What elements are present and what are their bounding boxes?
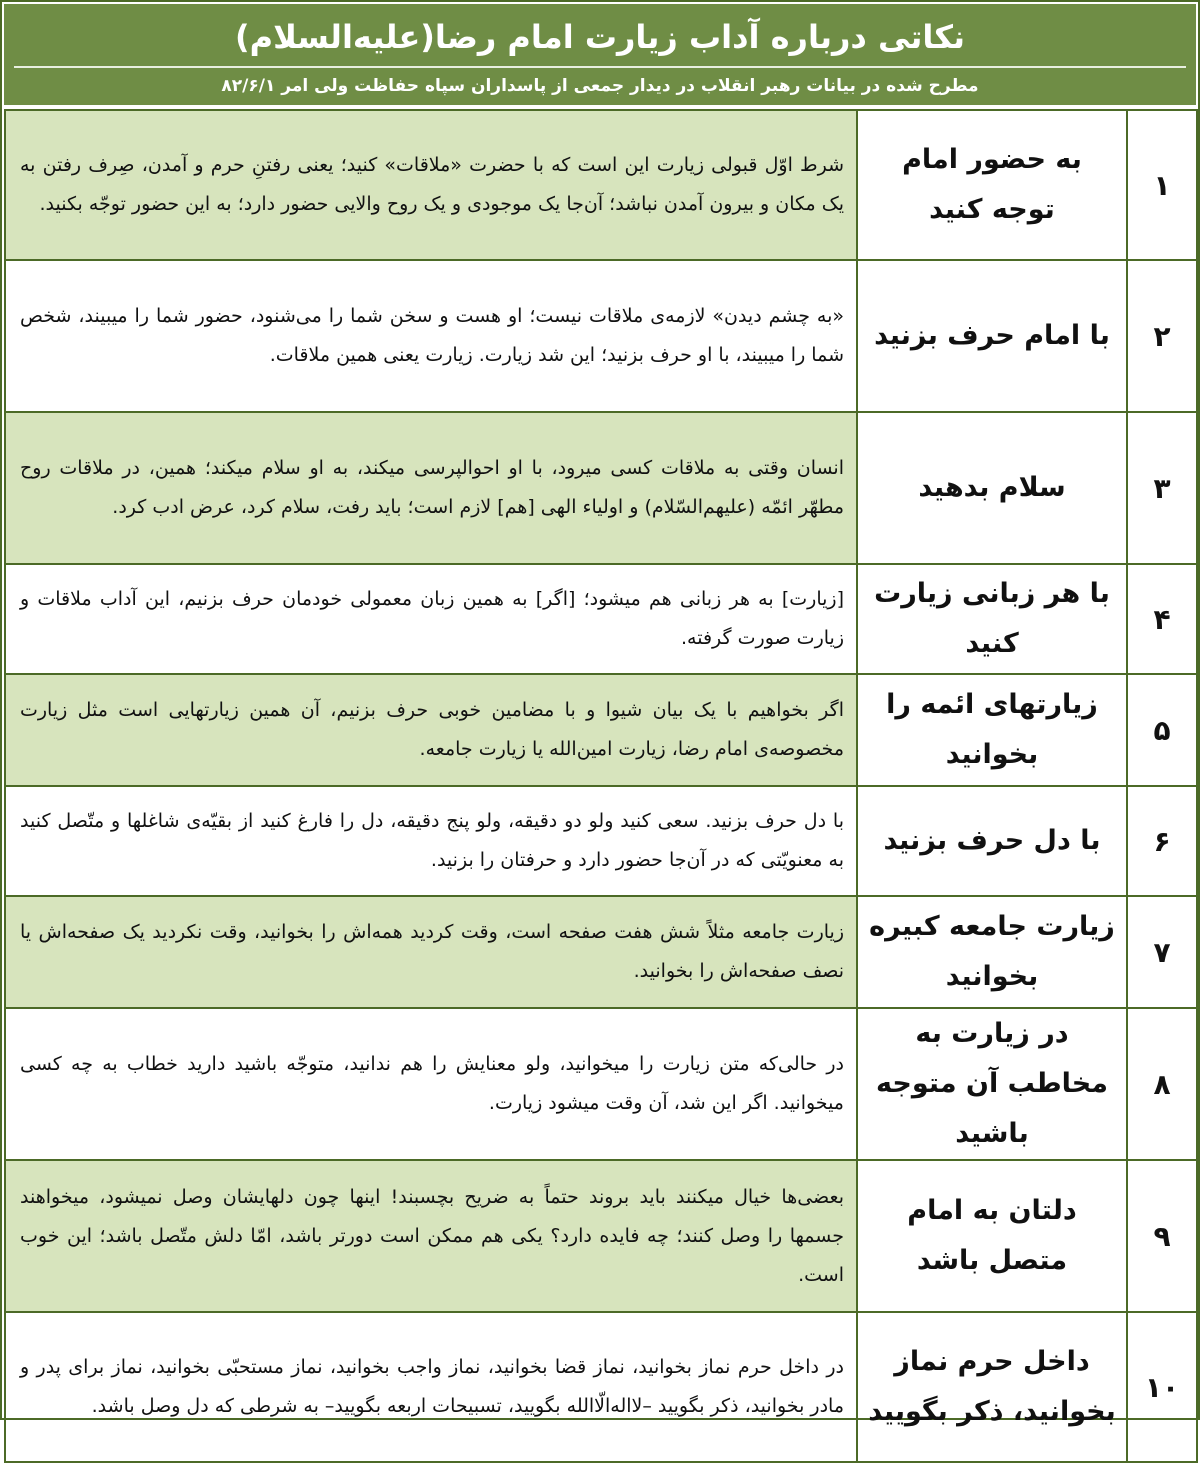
row-number: ۱: [1127, 110, 1197, 260]
header-banner: [4, 4, 1196, 105]
table-row: [5, 1008, 1197, 1160]
row-title: زیارتهای ائمه را بخوانید: [857, 674, 1127, 786]
row-text: [زیارت] به هر زبانی هم میشود؛ [اگر] به همین زبان معمولی خودمان حرف بزنیم، این آداب ملاقات و زیارت صورت گرفته.: [5, 564, 857, 674]
row-title: داخل حرم نماز بخوانید، ذکر بگویید: [857, 1312, 1127, 1462]
row-number: ۶: [1127, 786, 1197, 896]
row-text: زیارت جامعه مثلاً شش هفت صفحه است، وقت کردید همه‌اش را بخوانید، وقت نکردید یک صفحه‌اش یا نصف صفحه‌اش را بخوانید.: [5, 896, 857, 1008]
row-title: در زیارت به مخاطب آن متوجه باشید: [857, 1008, 1127, 1160]
row-title: سلام بدهید: [857, 412, 1127, 564]
row-number: ۱۰: [1127, 1312, 1197, 1462]
row-number: ۳: [1127, 412, 1197, 564]
row-text: شرط اوّل قبولی زیارت این است که با حضرت «ملاقات» کنید؛ یعنی رفتنِ حرم و آمدن، صِرف رفتن به یک مکان و بیرون آمدن نباشد؛ آن‌جا یک موجودی و یک روح والایی حضور دارد؛ به این حضور توجّه بکنید.: [5, 110, 857, 260]
page-subtitle: مطرح شده در بیانات رهبر انقلاب در دیدار جمعی از پاسداران سپاه حفاظت ولی امر ۸۲/۶/۱: [221, 76, 979, 96]
table-row: [5, 1160, 1197, 1312]
table-row: [5, 786, 1197, 896]
row-number: ۴: [1127, 564, 1197, 674]
row-text: در حالی‌که متن زیارت را میخوانید، ولو معنایش را هم ندانید، متوجّه باشید دارید خطاب به چه کسی میخوانید. اگر این شد، آن وقت میشود زیارت.: [5, 1008, 857, 1160]
row-text: اگر بخواهیم با یک بیان شیوا و با مضامین خوبی حرف بزنیم، آن همین زیارتهایی است مثل زیارت مخصوصه‌ی امام رضا، زیارت امین‌الله یا زیارت جامعه.: [5, 674, 857, 786]
row-number: ۲: [1127, 260, 1197, 412]
row-text: بعضی‌ها خیال میکنند باید بروند حتماً به ضریح بچسبند! اینها چون دلهایشان وصل نمیشود، میخواهند جسمها را وصل کنند؛ چه فایده دارد؟ یکی هم ممکن است دورتر باشد، امّا دلش متّصل باشد؛ این خوب است.: [5, 1160, 857, 1312]
table-row: [5, 412, 1197, 564]
page-title: نکاتی درباره آداب زیارت امام رضا(علیه‌السلام): [234, 18, 965, 56]
table-row: [5, 110, 1197, 260]
table-row: [5, 564, 1197, 674]
row-title: دلتان به امام متصل باشد: [857, 1160, 1127, 1312]
etiquette-table: [4, 109, 1198, 1463]
table-row: [5, 896, 1197, 1008]
row-title: زیارت جامعه کبیره بخوانید: [857, 896, 1127, 1008]
row-text: انسان وقتی به ملاقات کسی میرود، با او احوالپرسی میکند، به او سلام میکند؛ همین، در ملاقات روح مطهّر ائمّه (علیهم‌السّلام) و اولیاء الهی [هم] لازم است؛ باید رفت، سلام کرد، عرض ادب کرد.: [5, 412, 857, 564]
table-row: [5, 674, 1197, 786]
row-title: با امام حرف بزنید: [857, 260, 1127, 412]
row-title: با هر زبانی زیارت کنید: [857, 564, 1127, 674]
row-number: ۸: [1127, 1008, 1197, 1160]
header-divider: [14, 66, 1186, 68]
row-number: ۷: [1127, 896, 1197, 1008]
row-text: «به چشم دیدن» لازمه‌ی ملاقات نیست؛ او هست و سخن شما را می‌شنود، حضور شما را میبیند، شخص شما را میبیند، با او حرف بزنید؛ این شد زیارت. زیارت یعنی همین ملاقات.: [5, 260, 857, 412]
row-number: ۵: [1127, 674, 1197, 786]
table-row: [5, 1312, 1197, 1462]
table-row: [5, 260, 1197, 412]
row-text: در داخل حرم نماز بخوانید، نماز قضا بخوانید، نماز واجب بخوانید، نماز مستحبّی بخوانید، نماز برای پدر و مادر بخوانید، ذکر بگویید –لااله‌الّاالله بگویید، تسبیحات اربعه بگویید– به شرطی که دل وصل باشد.: [5, 1312, 857, 1462]
row-text: با دل حرف بزنید. سعی کنید ولو دو دقیقه، ولو پنج دقیقه، دل را فارغ کنید از بقیّه‌ی شاغلها و متّصل کنید به معنویّتی که در آن‌جا حضور دارد و حرفتان را بزنید.: [5, 786, 857, 896]
row-title: به حضور امام توجه کنید: [857, 110, 1127, 260]
row-title: با دل حرف بزنید: [857, 786, 1127, 896]
row-number: ۹: [1127, 1160, 1197, 1312]
